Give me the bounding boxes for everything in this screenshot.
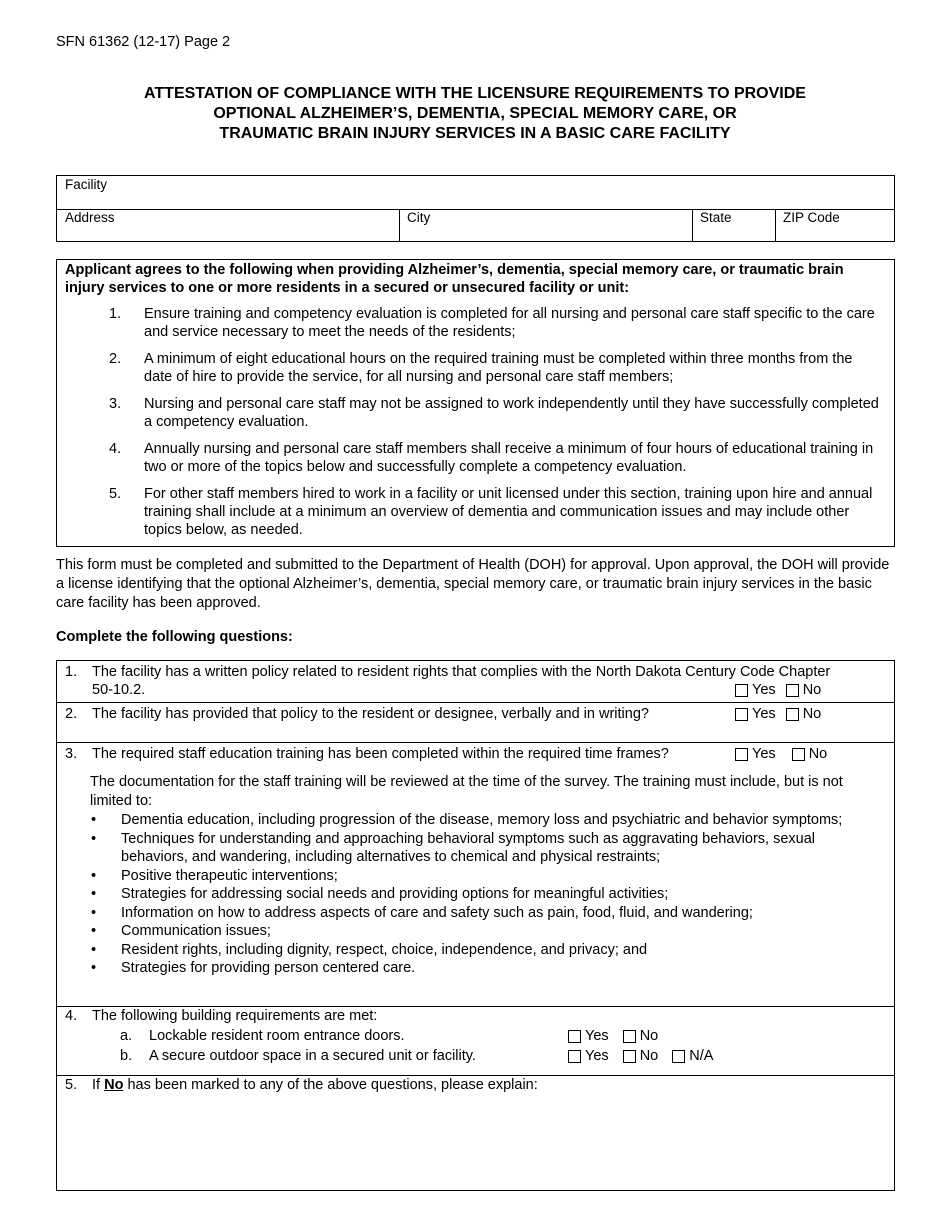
question-2-text: The facility has provided that policy to the resident or designee, verbally and in writing?: [92, 706, 649, 722]
agreement-box: Applicant agrees to the following when providing Alzheimer’s, dementia, special memory care, or traumatic brain injury services to one or more residents in a secured or unsecured facility or unit: 1. Ensure training and competency evaluation is completed for all nursing and personal care staff specific to the care and service necessary to meet the needs of the residents; 2. A minimum of eight educational hours on the required training must be completed within three months from the date of hire to provide the service, for all nursing and personal care staff members; 3. Nursing and personal care staff may not be assigned to work independently until they have successfully completed a competency evaluation. 4. Annually nursing and personal care staff members shall receive a minimum of four hours of educational training in two or more of the topics below and successfully complete a competency evaluation. 5. For other staff members hired to work in a facility or unit licensed under this section, training upon hire and annual training shall include at a minimum an overview of dementia and communication issues and may include other topics below, as needed.: [56, 259, 895, 547]
question-1: 1. The facility has a written policy related to resident rights that complies with the North Dakota Century Code Chapter 50-10.2. Yes No: [57, 661, 894, 703]
list-item: • Information on how to address aspects of care and safety such as pain, food, fluid, and wandering;: [91, 904, 881, 923]
title-line-2: OPTIONAL ALZHEIMER’S, DEMENTIA, SPECIAL MEMORY CARE, OR: [213, 105, 737, 122]
question-5-text: If No has been marked to any of the above questions, please explain:: [92, 1077, 538, 1093]
facility-info-table: [56, 175, 895, 242]
question-4: 4. The following building requirements are met: a. Lockable resident room entrance doors. Yes No b. A secure outdoor space in a secured unit or facility. Yes No N/A: [57, 1007, 894, 1076]
list-item: • Positive therapeutic interventions;: [91, 867, 881, 886]
title-line-3: TRAUMATIC BRAIN INJURY SERVICES IN A BASIC CARE FACILITY: [219, 125, 731, 142]
question-3-no-checkbox[interactable]: [792, 748, 805, 761]
address-field[interactable]: [57, 209, 400, 242]
training-note: The documentation for the staff training will be reviewed at the time of the survey. The training must include, but is not limited to:: [90, 774, 843, 809]
question-2-no-checkbox[interactable]: [786, 708, 799, 721]
question-1-line-1: The facility has a written policy related to resident rights that complies with the North Dakota Century Code Chapter: [92, 664, 831, 680]
address-label: Address: [65, 210, 115, 225]
question-2-yes-checkbox[interactable]: [735, 708, 748, 721]
city-field[interactable]: [399, 209, 693, 242]
question-5: 5. If No has been marked to any of the above questions, please explain:: [57, 1076, 894, 1190]
form-id: SFN 61362 (12-17) Page 2: [56, 34, 231, 50]
list-item: • Resident rights, including dignity, respect, choice, independence, and privacy; and: [91, 941, 881, 960]
question-4-text: The following building requirements are met:: [92, 1008, 378, 1024]
page-title: [56, 84, 894, 144]
question-4a-yes-checkbox[interactable]: [568, 1030, 581, 1043]
question-4b-text: A secure outdoor space in a secured unit or facility.: [149, 1048, 476, 1064]
questions-heading: Complete the following questions:: [56, 629, 293, 645]
question-4a-text: Lockable resident room entrance doors.: [149, 1028, 405, 1044]
submission-note: This form must be completed and submitted to the Department of Health (DOH) for approval. Upon approval, the DOH will provide a license identifying that the optional Alzheimer’s, dementia, special memory care, or traumatic brain injury services in the basic care facility has been approved.: [56, 557, 890, 611]
zip-label: ZIP Code: [783, 210, 840, 225]
question-4b-no-checkbox[interactable]: [623, 1050, 636, 1063]
city-label: City: [407, 210, 431, 225]
question-1-no-checkbox[interactable]: [786, 684, 799, 697]
question-2: 2. The facility has provided that policy to the resident or designee, verbally and in writing? Yes No: [57, 703, 894, 743]
list-item: • Techniques for understanding and approaching behavioral symptoms such as aggravating behaviors, sexual behaviors, and wandering, including alternatives to chemical and physical restraints;: [91, 830, 881, 867]
question-4b-yes-checkbox[interactable]: [568, 1050, 581, 1063]
list-item: • Strategies for providing person centered care.: [91, 959, 881, 978]
question-3-text: The required staff education training has been completed within the required time frames?: [92, 746, 669, 762]
list-item: • Strategies for addressing social needs and providing options for meaningful activities;: [91, 885, 881, 904]
question-1-yes-checkbox[interactable]: [735, 684, 748, 697]
questions-table: [56, 660, 895, 1191]
question-1-line-2: 50-10.2.: [92, 682, 146, 698]
question-3: 3. The required staff education training has been completed within the required time frames? Yes No The documentation for the staff training will be reviewed at the time of the survey. The training must include, but is not limited to: • Dementia education, including progression of the disease, memory loss and psychiatric and behavior symptoms; • Techniques for understanding and approaching behavioral symptoms such as aggravating behaviors, sexual behaviors, and wandering, including alternatives to chemical and physical restraints; • Positive therapeutic interventions; • Strategies for addressing social needs and providing options for meaningful activities; • Information on how to address aspects of care and safety such as pain, food, fluid, and wandering; • Communication issues; • Resident rights, including dignity, respect, choice, independence, and privacy; and • Strategies for providing person centered care.: [57, 743, 894, 1007]
list-item: • Dementia education, including progression of the disease, memory loss and psychiatric and behavior symptoms;: [91, 811, 881, 830]
state-label: State: [700, 210, 732, 225]
zip-field[interactable]: [775, 209, 894, 242]
explanation-input[interactable]: [87, 1100, 886, 1186]
facility-label: Facility: [65, 177, 108, 192]
question-4b-na-checkbox[interactable]: [672, 1050, 685, 1063]
list-item: • Communication issues;: [91, 922, 881, 941]
agreement-intro: Applicant agrees to the following when providing Alzheimer’s, dementia, special memory care, or traumatic brain injury services to one or more residents in a secured or unsecured facility or unit:: [65, 262, 844, 296]
title-line-1: ATTESTATION OF COMPLIANCE WITH THE LICENSURE REQUIREMENTS TO PROVIDE: [144, 85, 806, 102]
question-4a-no-checkbox[interactable]: [623, 1030, 636, 1043]
question-3-yes-checkbox[interactable]: [735, 748, 748, 761]
state-field[interactable]: [692, 209, 776, 242]
facility-field[interactable]: [57, 176, 894, 210]
training-topics-list: [91, 811, 881, 978]
